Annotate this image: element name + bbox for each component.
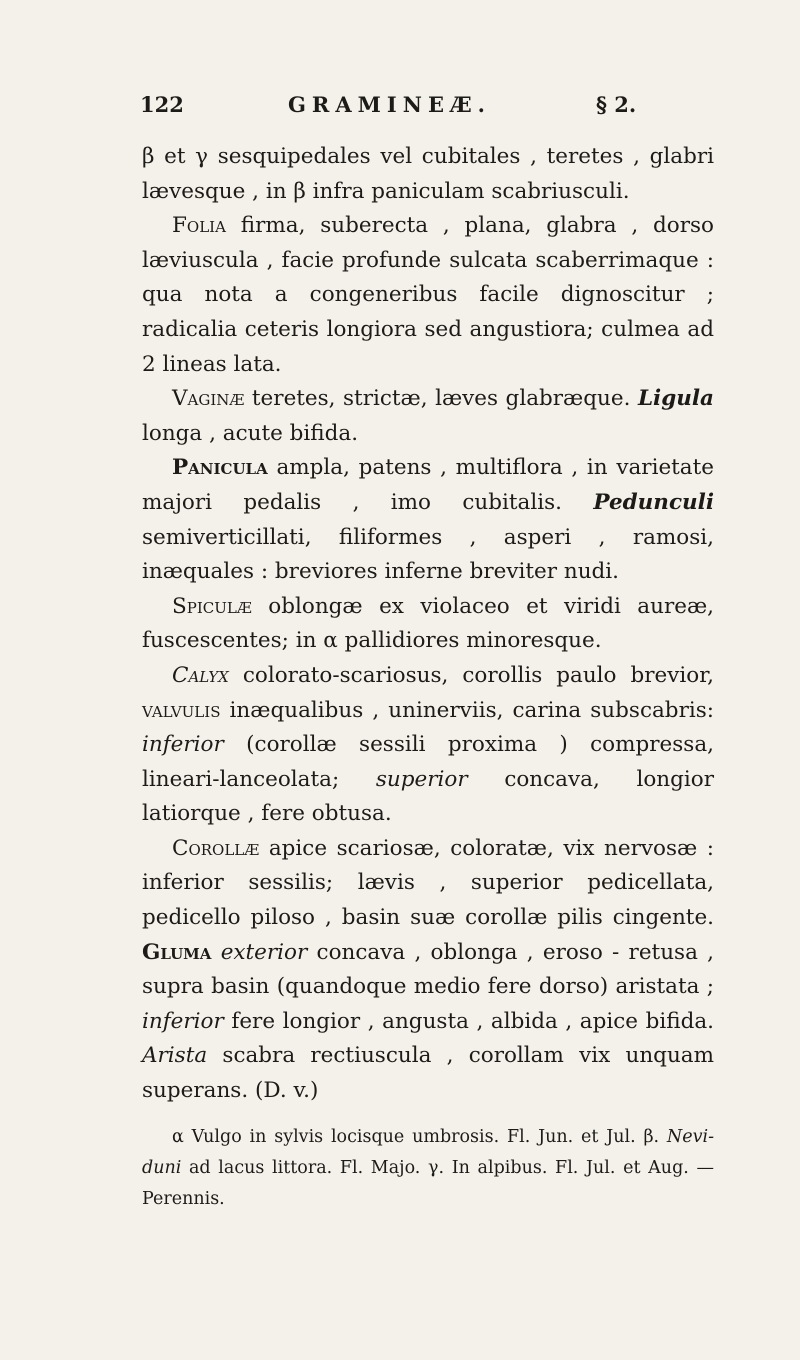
text-run: superior	[375, 766, 468, 792]
text-run: firma, suberecta , plana, glabra , dorso læviuscula , facie profunde sulcata scaberrimaque : qua nota a congeneribus facile dignoscitur ; radicalia ceteris longiora sed angustiora; culmea ad 2 lineas lata.	[142, 213, 714, 377]
section-mark: § 2.	[596, 92, 637, 117]
page-number: 122	[140, 92, 184, 117]
text-run: longa , acute bifida.	[142, 420, 359, 446]
paragraph	[142, 140, 714, 209]
text-run: Ligula	[637, 386, 714, 412]
text-run: exterior	[220, 939, 308, 965]
paragraph-corollae	[142, 832, 714, 1109]
text-run: Spiculæ	[172, 593, 252, 619]
paragraph-vaginae	[142, 382, 714, 451]
text-run: fere longior , angusta , albida , apice bifida.	[223, 1008, 714, 1034]
text-run: Arista	[142, 1043, 208, 1069]
text-run: Folia	[172, 213, 226, 239]
text-run: Corollæ	[172, 835, 260, 861]
text-run: Pedunculi	[593, 489, 714, 515]
footnote-text	[142, 1122, 714, 1215]
text-run: inæqualibus , uninerviis, carina subscabris:	[220, 697, 714, 723]
main-text	[142, 140, 714, 1109]
text-run: scabra rectiuscula , corollam vix unquam superans. (D. v.)	[142, 1043, 714, 1104]
paragraph-folia	[142, 209, 714, 382]
text-run: inferior	[142, 732, 224, 758]
text-run: valvulis	[142, 697, 221, 723]
text-run: (corollæ sessili proxima ) compressa, lineari-lanceolata;	[142, 732, 714, 792]
running-head: GRAMINEÆ.	[288, 92, 491, 117]
text-run: teretes, strictæ, læves glabræque.	[244, 386, 638, 412]
paragraph-calyx	[142, 659, 714, 832]
page-header	[140, 92, 700, 132]
paragraph-panicula	[142, 451, 714, 589]
text-run: oblongæ ex violaceo et viridi aureæ, fuscescentes; in α pallidiores minoresque.	[142, 593, 714, 654]
text-run: Calyx	[172, 662, 229, 688]
text-run: ampla, patens , multiflora , in varietate majori pedalis , imo cubitalis.	[142, 455, 714, 515]
text-run: β et γ sesquipedales vel cubitales , teretes , glabri lævesque , in β infra paniculam scabriusculi.	[142, 144, 714, 204]
paragraph-spiculae	[142, 590, 714, 659]
text-run: concava, longior latiorque , fere obtusa.	[142, 766, 715, 827]
footnote	[142, 1122, 714, 1215]
text-run: semiverticillati, filiformes , asperi , ramosi, inæquales : breviores inferne breviter nudi.	[142, 524, 714, 585]
text-run: Gluma	[142, 939, 212, 965]
text-run: apice scariosæ, coloratæ, vix nervosæ : inferior sessilis; lævis , superior pedicellata, pedicello piloso , basin suæ corollæ pilis cingente.	[142, 835, 714, 931]
text-run: inferior	[142, 1008, 224, 1034]
text-run: ad lacus littora. Fl. Majo. γ. In alpibus. Fl. Jul. et Aug. — Perennis.	[142, 1158, 714, 1209]
text-run: Panicula	[172, 455, 268, 481]
text-run: Nevi-duni	[142, 1127, 714, 1178]
text-run: colorato-scariosus, corollis paulo brevior,	[228, 662, 714, 688]
text-run: α Vulgo in sylvis locisque umbrosis. Fl. Jun. et Jul. β.	[172, 1127, 667, 1147]
text-run	[211, 940, 220, 965]
text-run: Vaginæ	[172, 386, 245, 412]
text-run: concava , oblonga , eroso - retusa , supra basin (quandoque medio fere dorso) aristata ;	[142, 939, 714, 1000]
